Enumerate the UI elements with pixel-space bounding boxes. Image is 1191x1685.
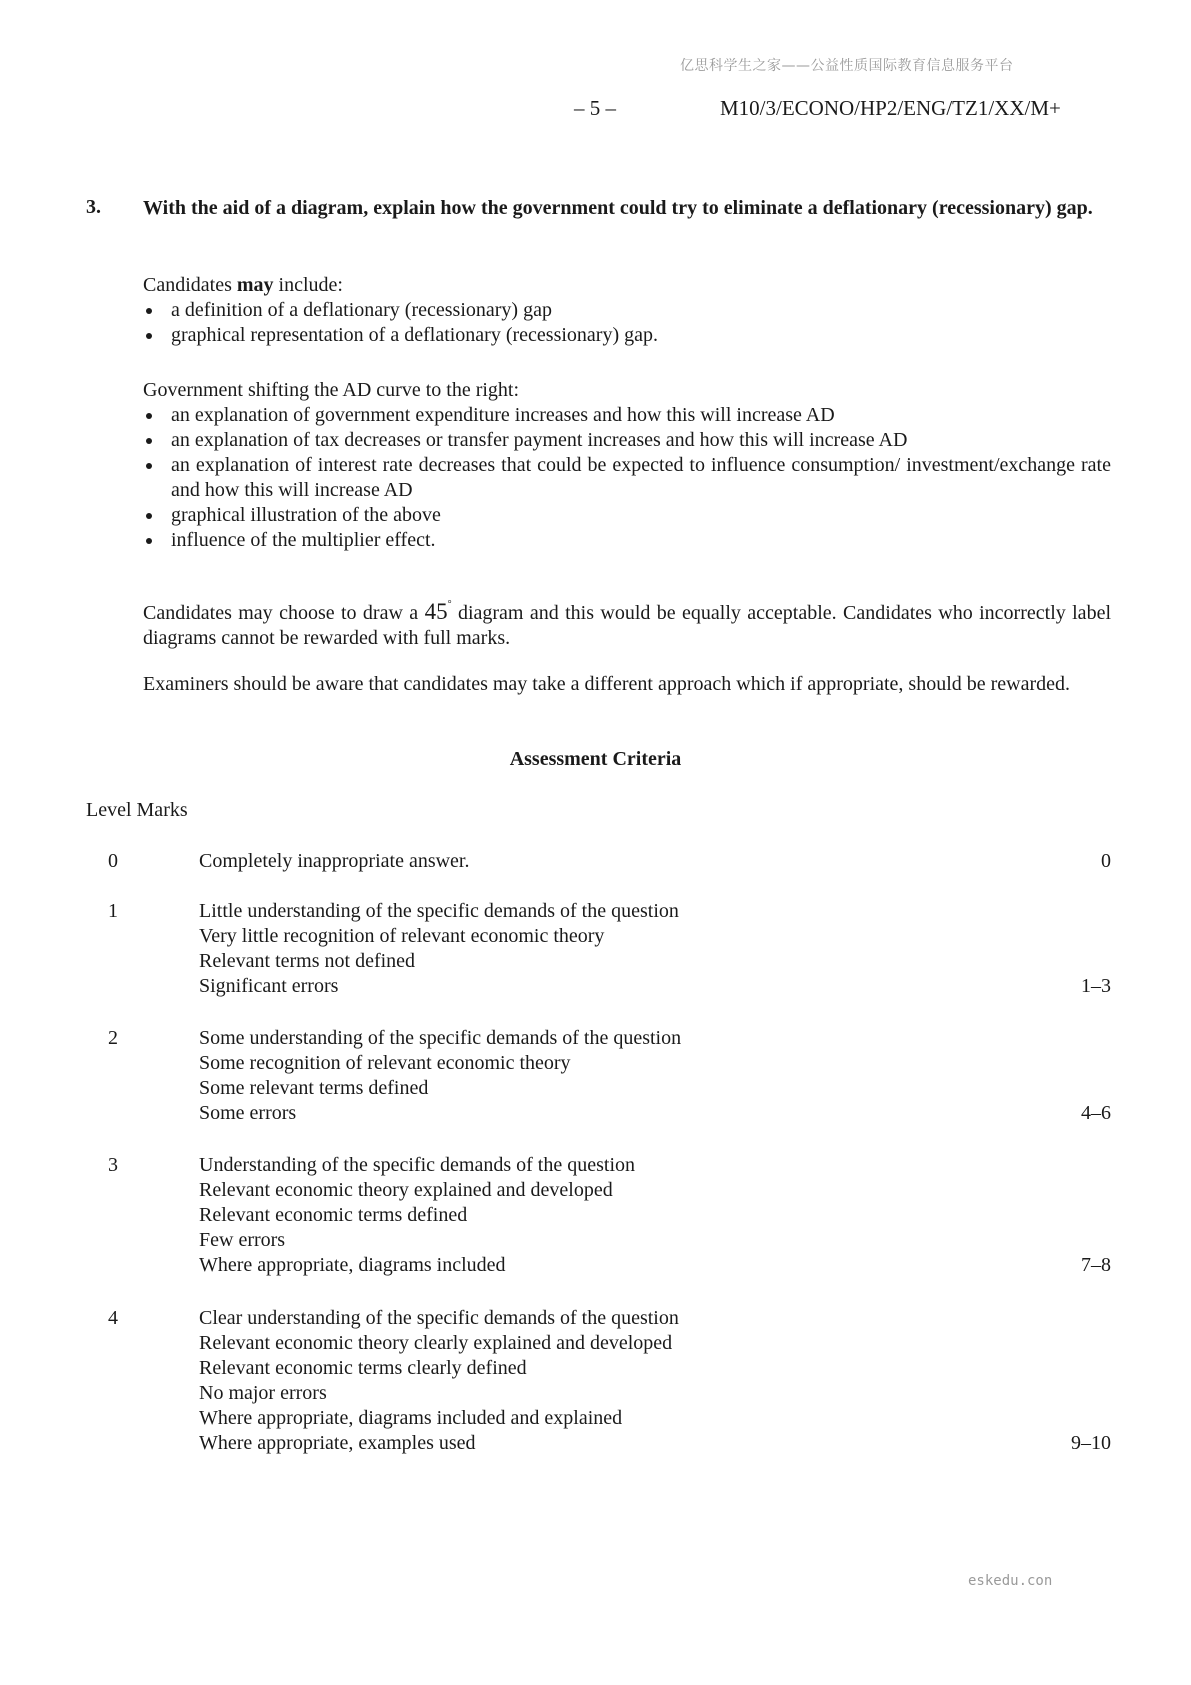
level-description: Clear understanding of the specific demands of the question Relevant economic theory clearly explained and developed Relevant economic terms clearly defined No major errors Where appropriate, diagrams included and explained Where appropriate, examples used	[199, 1307, 679, 1454]
list-item: influence of the multiplier effect.	[143, 528, 1111, 553]
page-number: – 5 –	[574, 96, 616, 120]
level-description: Understanding of the specific demands of the question Relevant economic theory explained and developed Relevant economic terms defined Few errors Where appropriate, diagrams included	[199, 1154, 635, 1276]
level-number: 2	[108, 1027, 118, 1049]
criteria-level-3	[86, 1153, 1111, 1278]
list-item: an explanation of interest rate decreases that could be expected to influence consumption/ investment/exchange rate and how this will increase AD	[143, 453, 1111, 503]
assessment-criteria-title: Assessment Criteria	[509, 748, 682, 770]
document-code: M10/3/ECONO/HP2/ENG/TZ1/XX/M+	[720, 96, 1061, 120]
level-description: Little understanding of the specific demands of the question Very little recognition of relevant economic theory Relevant terms not defined Significant errors	[199, 900, 679, 997]
watermark-bottom: eskedu.con	[968, 1573, 1053, 1589]
ad-shift-intro: Government shifting the AD curve to the right:	[143, 379, 520, 401]
diagram-paragraph: Candidates may choose to draw a 45° diagram and this would be equally acceptable. Candidates who incorrectly label diagrams cannot be rewarded with full marks.	[143, 599, 1111, 649]
level-description: Completely inappropriate answer.	[199, 850, 470, 872]
level-number: 4	[108, 1307, 118, 1329]
question-number: 3.	[86, 196, 101, 218]
level-marks: 9–10	[1071, 1432, 1111, 1454]
list-item: an explanation of government expenditure increases and how this will increase AD	[143, 403, 1111, 428]
criteria-level-2	[86, 1026, 1111, 1126]
level-marks: 0	[1101, 850, 1111, 872]
list-item: a definition of a deflationary (recessionary) gap	[143, 298, 1111, 323]
level-marks: 4–6	[1081, 1102, 1111, 1124]
criteria-level-4	[86, 1306, 1111, 1456]
level-number: 0	[108, 850, 118, 872]
list-item: graphical representation of a deflationary (recessionary) gap.	[143, 323, 1111, 348]
section-may-include	[143, 273, 1111, 348]
level-number: 3	[108, 1154, 118, 1176]
list-item: graphical illustration of the above	[143, 503, 1111, 528]
level-marks: 7–8	[1081, 1254, 1111, 1276]
list-item: an explanation of tax decreases or transfer payment increases and how this will increase AD	[143, 428, 1111, 453]
degree-45: 45°	[424, 599, 452, 624]
examiners-paragraph: Examiners should be aware that candidates may take a different approach which if appropriate, should be rewarded.	[143, 673, 1071, 695]
question-text: With the aid of a diagram, explain how the government could try to eliminate a deflationary (recessionary) gap.	[143, 197, 1093, 219]
watermark-top: 亿思科学生之家——公益性质国际教育信息服务平台	[680, 58, 1014, 74]
level-number: 1	[108, 900, 118, 922]
level-marks-heading: Level Marks	[86, 799, 188, 821]
level-description: Some understanding of the specific demands of the question Some recognition of relevant economic theory Some relevant terms defined Some errors	[199, 1027, 682, 1124]
may-include-intro: Candidates may include:	[143, 274, 343, 296]
section-ad-shift	[143, 378, 1111, 553]
level-marks: 1–3	[1081, 975, 1111, 997]
criteria-level-1	[86, 899, 1111, 999]
criteria-level-0	[86, 849, 1111, 874]
